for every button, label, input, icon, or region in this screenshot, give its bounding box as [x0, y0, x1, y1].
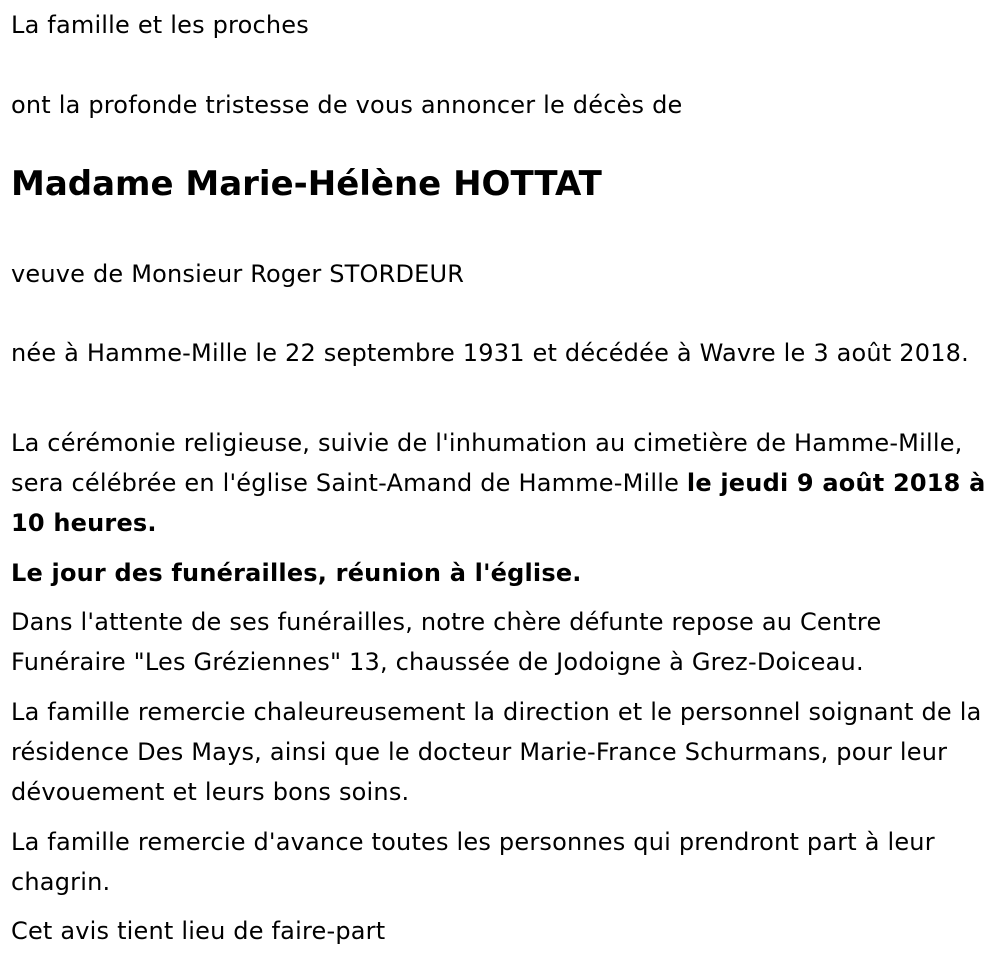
widow-of-line: veuve de Monsieur Roger STORDEUR: [11, 260, 465, 288]
ceremony-date: le jeudi 9 août 2018 à 10 heures.: [11, 469, 986, 537]
birth-death-paragraph: née à Hamme-Mille le 22 septembre 1931 et décédée à Wavre le 3 août 2018.: [11, 339, 969, 367]
announcement-line: ont la profonde tristesse de vous annoncer le décès de: [11, 91, 683, 119]
closing-line: Cet avis tient lieu de faire-part: [11, 917, 386, 945]
ceremony-text: La cérémonie religieuse, suivie de l'inhumation au cimetière de Hamme-Mille, sera célébrée en l'église Saint-Amand de Hamme-Mille: [11, 429, 963, 497]
thanks-all-paragraph: La famille remercie d'avance toutes les personnes qui prendront part à leur chagrin.: [11, 828, 935, 896]
ceremony-paragraph: [11, 423, 986, 543]
thanks-staff-paragraph: La famille remercie chaleureusement la direction et le personnel soignant de la résidence Des Mays, ainsi que le docteur Marie-France Schurmans, pour leur dévouement et leurs bons soins.: [11, 698, 982, 806]
intro-line: La famille et les proches: [11, 11, 309, 39]
deceased-name: Madame Marie-Hélène HOTTAT: [11, 164, 602, 204]
meeting-paragraph: Le jour des funérailles, réunion à l'église.: [11, 559, 582, 587]
resting-place-paragraph: Dans l'attente de ses funérailles, notre chère défunte repose au Centre Funéraire "Les Gréziennes" 13, chaussée de Jodoigne à Grez-Doiceau.: [11, 608, 882, 676]
